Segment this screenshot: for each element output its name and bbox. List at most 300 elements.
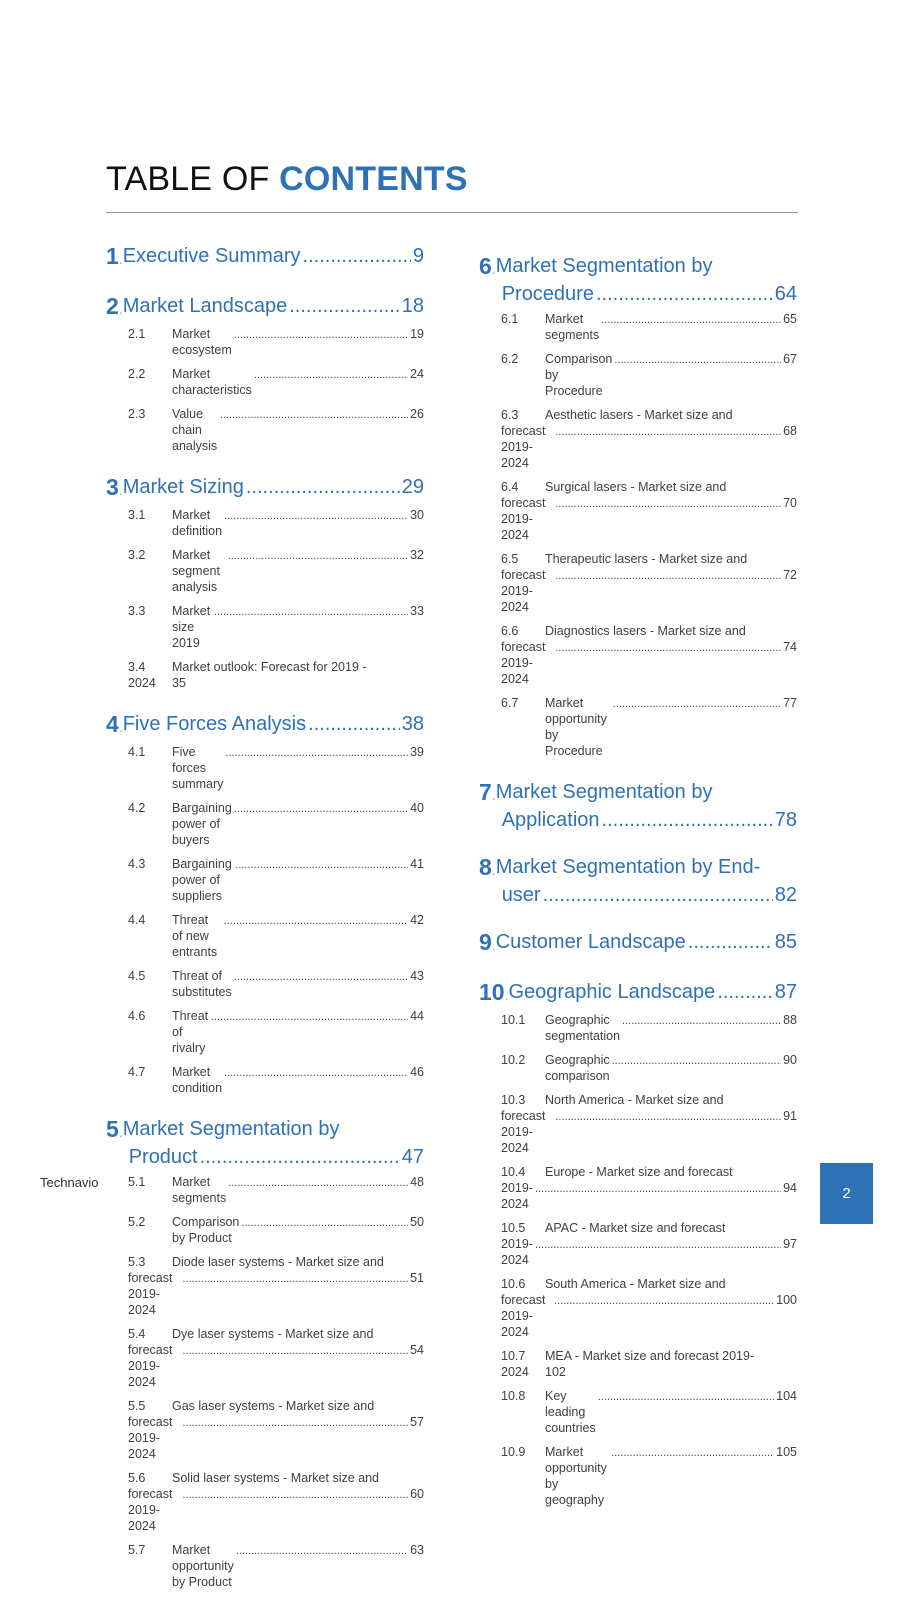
subsection-row bbox=[501, 695, 797, 759]
subsection-entry[interactable] bbox=[128, 912, 424, 960]
section-heading[interactable] bbox=[106, 242, 424, 273]
section-number bbox=[106, 473, 123, 504]
dot-leader bbox=[543, 881, 773, 909]
subsection-entry[interactable] bbox=[501, 551, 797, 615]
section-page: 78 bbox=[774, 809, 797, 831]
subsection-number: 5.4 bbox=[128, 1327, 146, 1341]
dot-leader bbox=[234, 969, 408, 985]
subsection-list bbox=[106, 1174, 424, 1590]
subsection-title: Comparison by Product bbox=[172, 1215, 240, 1245]
section-page: 87 bbox=[774, 981, 797, 1003]
subsection-number: 3.3 bbox=[128, 604, 146, 618]
subsection-page: 104 bbox=[776, 1389, 797, 1403]
dot-leader bbox=[555, 1109, 781, 1125]
subsection-title-line1: Market outlook: Forecast for 2019 - bbox=[172, 660, 367, 674]
subsection-number: 5.3 bbox=[128, 1255, 146, 1269]
section-number-digit: 6 bbox=[479, 253, 492, 279]
dot-leader bbox=[228, 548, 408, 564]
subsection-title: Market segments bbox=[172, 1175, 227, 1205]
subsection-title: Five forces summary bbox=[172, 745, 224, 791]
subsection-title-line2: forecast 2019-2024 bbox=[501, 640, 546, 686]
subsection-entry[interactable] bbox=[501, 1388, 797, 1436]
page-number: 2 bbox=[842, 1185, 851, 1202]
subsection-page: 43 bbox=[410, 969, 424, 983]
subsection-number: 10.7 bbox=[501, 1349, 526, 1363]
section-title-row bbox=[123, 292, 424, 320]
section-heading-text bbox=[496, 778, 797, 834]
subsection-title: Market opportunity by Procedure bbox=[545, 696, 607, 758]
subsection-row bbox=[128, 406, 424, 454]
subsection-title: Market condition bbox=[172, 1065, 223, 1095]
subsection-page: 70 bbox=[783, 496, 797, 510]
section-heading-text bbox=[496, 853, 797, 909]
dot-leader bbox=[224, 1065, 408, 1081]
subsection-title: Comparison by Procedure bbox=[545, 352, 613, 398]
section-number bbox=[479, 252, 496, 283]
subsection-row-cont bbox=[501, 1108, 797, 1156]
subsection-number: 6.2 bbox=[501, 352, 519, 366]
section-number-dot: . bbox=[118, 719, 123, 735]
subsection-number: 2.1 bbox=[128, 327, 146, 341]
subsection-row bbox=[128, 1326, 424, 1342]
toc-section bbox=[479, 978, 797, 1508]
subsection-row bbox=[501, 351, 797, 399]
section-number-dot: . bbox=[504, 987, 509, 1003]
dot-leader bbox=[555, 424, 781, 440]
subsection-row-cont bbox=[128, 1486, 424, 1534]
subsection-number: 3.2 bbox=[128, 548, 146, 562]
section-page: 9 bbox=[412, 245, 424, 267]
section-number-digit: 3 bbox=[106, 474, 119, 500]
subsection-title-line2: 2019-2024 bbox=[501, 1181, 533, 1211]
section-heading-text bbox=[123, 710, 424, 738]
subsection-number: 6.7 bbox=[501, 696, 519, 710]
dot-leader bbox=[289, 292, 400, 320]
subsection-entry[interactable] bbox=[128, 1174, 424, 1206]
subsection-title-line2: forecast 2019-2024 bbox=[501, 568, 546, 614]
subsection-entry[interactable] bbox=[501, 1348, 797, 1380]
section-heading-text bbox=[123, 242, 424, 270]
dot-leader bbox=[182, 1415, 408, 1431]
section-page: 29 bbox=[401, 476, 424, 498]
section-number-dot: . bbox=[491, 261, 496, 277]
dot-leader bbox=[236, 1543, 408, 1559]
section-title-row bbox=[508, 978, 797, 1006]
toc-section bbox=[106, 473, 424, 691]
subsection-list bbox=[106, 507, 424, 691]
subsection-number: 10.6 bbox=[501, 1277, 526, 1291]
subsection-title-line1: Diagnostics lasers - Market size and bbox=[545, 624, 746, 638]
subsection-title-line1: APAC - Market size and forecast bbox=[545, 1221, 726, 1235]
subsection-entry[interactable] bbox=[501, 1444, 797, 1508]
subsection-row bbox=[128, 1398, 424, 1414]
subsection-row bbox=[501, 1220, 797, 1236]
section-heading-text bbox=[496, 252, 797, 308]
subsection-title-line2: forecast 2019-2024 bbox=[501, 424, 546, 470]
section-title-row bbox=[123, 242, 424, 270]
dot-leader bbox=[182, 1343, 408, 1359]
section-title: Market Sizing bbox=[122, 476, 244, 498]
section-title-line2 bbox=[502, 881, 797, 909]
subsection-row-cont bbox=[501, 423, 797, 471]
subsection-entry[interactable] bbox=[128, 800, 424, 848]
dot-leader bbox=[234, 801, 408, 817]
subsection-number: 6.4 bbox=[501, 480, 519, 494]
dot-leader bbox=[241, 1215, 408, 1231]
subsection-entry[interactable] bbox=[128, 1064, 424, 1096]
section-page: 47 bbox=[401, 1146, 424, 1168]
subsection-row bbox=[501, 479, 797, 495]
subsection-page: 74 bbox=[783, 640, 797, 654]
subsection-page: 46 bbox=[410, 1065, 424, 1079]
subsection-title: Market size 2019 bbox=[172, 604, 211, 650]
subsection-page: 35 bbox=[172, 676, 186, 690]
subsection-title-line1: Dye laser systems - Market size and bbox=[172, 1327, 374, 1341]
subsection-row bbox=[501, 1164, 797, 1180]
dot-leader bbox=[602, 806, 773, 834]
subsection-page: 33 bbox=[410, 604, 424, 618]
subsection-number: 6.3 bbox=[501, 408, 519, 422]
section-heading[interactable] bbox=[106, 292, 424, 323]
section-number bbox=[106, 1115, 123, 1146]
subsection-title-line1: Aesthetic lasers - Market size and bbox=[545, 408, 733, 422]
subsection-number: 10.4 bbox=[501, 1165, 526, 1179]
subsection-row-cont bbox=[128, 1414, 424, 1462]
section-number bbox=[106, 710, 123, 741]
subsection-row-cont bbox=[501, 1180, 797, 1212]
subsection-number: 3.1 bbox=[128, 508, 146, 522]
subsection-entry[interactable] bbox=[501, 1164, 797, 1212]
subsection-number: 2.2 bbox=[128, 367, 146, 381]
subsection-page: 32 bbox=[410, 548, 424, 562]
subsection-entry[interactable] bbox=[128, 1326, 424, 1390]
subsection-number: 6.5 bbox=[501, 552, 519, 566]
subsection-row bbox=[501, 1348, 797, 1364]
subsection-row bbox=[128, 1542, 424, 1590]
section-heading[interactable] bbox=[479, 252, 797, 308]
toc-section bbox=[106, 242, 424, 273]
subsection-page: 65 bbox=[783, 312, 797, 326]
subsection-row-cont bbox=[501, 567, 797, 615]
subsection-page: 100 bbox=[776, 1293, 797, 1307]
section-title-line1: Market Segmentation by End- bbox=[495, 856, 761, 878]
section-page: 82 bbox=[774, 884, 797, 906]
subsection-row bbox=[128, 1174, 424, 1206]
dot-leader bbox=[596, 280, 773, 308]
subsection-number: 10.8 bbox=[501, 1389, 526, 1403]
subsection-entry[interactable] bbox=[501, 351, 797, 399]
page-number-box bbox=[820, 1163, 873, 1224]
dot-leader bbox=[308, 710, 400, 738]
section-title-cont: Product bbox=[128, 1146, 198, 1168]
subsection-page: 51 bbox=[410, 1271, 424, 1285]
dot-leader bbox=[182, 1271, 408, 1287]
subsection-list bbox=[479, 311, 797, 759]
subsection-entry[interactable] bbox=[128, 507, 424, 539]
dot-leader bbox=[303, 242, 411, 270]
subsection-entry[interactable] bbox=[501, 695, 797, 759]
dot-leader bbox=[211, 1009, 408, 1025]
dot-leader bbox=[224, 508, 408, 524]
dot-leader bbox=[614, 352, 781, 368]
subsection-row bbox=[501, 1388, 797, 1436]
section-number-digit: 4 bbox=[106, 711, 119, 737]
subsection-row bbox=[501, 1092, 797, 1108]
section-title: Executive Summary bbox=[122, 245, 301, 267]
toc-section bbox=[106, 710, 424, 1096]
dot-leader bbox=[214, 604, 408, 620]
subsection-page: 88 bbox=[783, 1013, 797, 1027]
dot-leader bbox=[688, 928, 773, 956]
subsection-title: Geographic comparison bbox=[545, 1053, 610, 1083]
section-heading-text bbox=[496, 928, 797, 956]
subsection-title-line1: Therapeutic lasers - Market size and bbox=[545, 552, 748, 566]
subsection-row-cont bbox=[501, 1364, 797, 1380]
subsection-page: 97 bbox=[783, 1237, 797, 1251]
section-title-row bbox=[123, 473, 424, 501]
section-number-dot: . bbox=[118, 251, 123, 267]
subsection-page: 57 bbox=[410, 1415, 424, 1429]
section-title: Market Landscape bbox=[122, 295, 288, 317]
subsection-entry[interactable] bbox=[501, 1012, 797, 1044]
subsection-entry[interactable] bbox=[128, 1214, 424, 1246]
section-number bbox=[479, 978, 508, 1009]
subsection-row-cont bbox=[501, 495, 797, 543]
section-number bbox=[479, 853, 496, 884]
section-heading[interactable] bbox=[479, 778, 797, 834]
section-number bbox=[106, 292, 123, 323]
dot-leader bbox=[622, 1013, 781, 1029]
subsection-entry[interactable] bbox=[128, 1542, 424, 1590]
section-heading[interactable] bbox=[479, 853, 797, 909]
section-title: Geographic Landscape bbox=[508, 981, 716, 1003]
section-number-dot: . bbox=[118, 301, 123, 317]
subsection-entry[interactable] bbox=[128, 968, 424, 1000]
subsection-list bbox=[479, 1012, 797, 1508]
subsection-title: Market segments bbox=[545, 312, 600, 342]
title-prefix: TABLE OF bbox=[106, 160, 270, 198]
subsection-row bbox=[501, 551, 797, 567]
subsection-title-line1: Europe - Market size and forecast bbox=[545, 1165, 733, 1179]
subsection-title-line2: 2024 bbox=[128, 676, 156, 690]
subsection-row bbox=[501, 1444, 797, 1508]
dot-leader bbox=[535, 1237, 781, 1253]
section-number bbox=[106, 242, 123, 273]
subsection-page: 42 bbox=[410, 913, 424, 927]
section-heading-text bbox=[123, 473, 424, 501]
subsection-title-line1: Gas laser systems - Market size and bbox=[172, 1399, 375, 1413]
subsection-row bbox=[128, 744, 424, 792]
subsection-row bbox=[501, 1052, 797, 1084]
section-number-digit: 9 bbox=[479, 929, 492, 955]
subsection-list bbox=[106, 744, 424, 1096]
subsection-entry[interactable] bbox=[501, 1276, 797, 1340]
section-number-dot: . bbox=[491, 787, 496, 803]
section-title-cont: user bbox=[501, 884, 541, 906]
section-number bbox=[479, 928, 496, 959]
toc-column-left bbox=[106, 242, 424, 1609]
subsection-page: 48 bbox=[410, 1175, 424, 1189]
dot-leader bbox=[200, 1143, 400, 1171]
subsection-row bbox=[501, 407, 797, 423]
section-number-dot: . bbox=[118, 482, 123, 498]
section-heading-text bbox=[123, 292, 424, 320]
dot-leader bbox=[254, 367, 408, 383]
subsection-title: Geographic segmentation bbox=[545, 1013, 621, 1043]
section-number-dot: . bbox=[491, 862, 496, 878]
subsection-row bbox=[128, 912, 424, 960]
dot-leader bbox=[224, 913, 408, 929]
subsection-entry[interactable] bbox=[501, 311, 797, 343]
subsection-page: 102 bbox=[545, 1365, 566, 1379]
dot-leader bbox=[555, 640, 781, 656]
section-title: Five Forces Analysis bbox=[122, 713, 307, 735]
subsection-entry[interactable] bbox=[128, 1398, 424, 1462]
subsection-number: 10.2 bbox=[501, 1053, 526, 1067]
subsection-row bbox=[501, 1012, 797, 1044]
dot-leader bbox=[246, 473, 400, 501]
subsection-row-cont bbox=[128, 675, 424, 691]
subsection-entry[interactable] bbox=[128, 406, 424, 454]
toc-section bbox=[479, 853, 797, 909]
toc-section bbox=[106, 292, 424, 454]
subsection-number: 5.2 bbox=[128, 1215, 146, 1229]
subsection-row bbox=[128, 1008, 424, 1056]
subsection-page: 39 bbox=[410, 745, 424, 759]
subsection-entry[interactable] bbox=[501, 1092, 797, 1156]
subsection-page: 63 bbox=[410, 1543, 424, 1557]
subsection-page: 19 bbox=[410, 327, 424, 341]
subsection-title-line1: South America - Market size and bbox=[545, 1277, 726, 1291]
footer-brand: Technavio bbox=[40, 1175, 99, 1190]
subsection-entry[interactable] bbox=[128, 603, 424, 651]
section-title-line1: Market Segmentation by bbox=[122, 1118, 340, 1140]
subsection-page: 24 bbox=[410, 367, 424, 381]
subsection-entry[interactable] bbox=[501, 1052, 797, 1084]
dot-leader bbox=[234, 327, 408, 343]
subsection-number: 6.1 bbox=[501, 312, 519, 326]
subsection-number: 4.1 bbox=[128, 745, 146, 759]
toc-section bbox=[479, 928, 797, 959]
subsection-title: Market opportunity by Product bbox=[172, 1543, 234, 1589]
subsection-title: Threat of new entrants bbox=[172, 913, 218, 959]
section-number-digit: 5 bbox=[106, 1116, 119, 1142]
subsection-title: Market opportunity by geography bbox=[545, 1445, 607, 1507]
section-number-dot: . bbox=[491, 937, 496, 953]
subsection-row bbox=[128, 547, 424, 595]
subsection-row-cont bbox=[501, 1292, 797, 1340]
subsection-number: 4.2 bbox=[128, 801, 146, 815]
subsection-title-line1: Solid laser systems - Market size and bbox=[172, 1471, 380, 1485]
subsection-entry[interactable] bbox=[128, 547, 424, 595]
section-heading[interactable] bbox=[106, 473, 424, 504]
subsection-title-line2: 2024 bbox=[501, 1365, 529, 1379]
subsection-row bbox=[128, 326, 424, 358]
section-heading[interactable] bbox=[479, 978, 797, 1009]
subsection-number: 10.9 bbox=[501, 1445, 526, 1459]
subsection-title-line2: forecast 2019-2024 bbox=[128, 1487, 173, 1533]
page-title bbox=[106, 160, 468, 199]
subsection-number: 4.4 bbox=[128, 913, 146, 927]
subsection-page: 77 bbox=[783, 696, 797, 710]
subsection-row bbox=[128, 968, 424, 1000]
subsection-entry[interactable] bbox=[501, 407, 797, 471]
subsection-row bbox=[128, 507, 424, 539]
subsection-page: 41 bbox=[410, 857, 424, 871]
subsection-entry[interactable] bbox=[128, 659, 424, 691]
subsection-number: 6.6 bbox=[501, 624, 519, 638]
subsection-title-line1: Diode laser systems - Market size and bbox=[172, 1255, 384, 1269]
subsection-title: Bargaining power of suppliers bbox=[172, 857, 232, 903]
section-number-digit: 1 bbox=[106, 243, 119, 269]
subsection-page: 54 bbox=[410, 1343, 424, 1357]
subsection-title-line1: North America - Market size and bbox=[545, 1093, 724, 1107]
subsection-number: 4.5 bbox=[128, 969, 146, 983]
toc-column-right bbox=[479, 252, 797, 1527]
subsection-number: 4.3 bbox=[128, 857, 146, 871]
subsection-page: 44 bbox=[410, 1009, 424, 1023]
subsection-row bbox=[128, 800, 424, 848]
subsection-title: Market characteristics bbox=[172, 367, 252, 397]
subsection-title-line2: forecast 2019-2024 bbox=[128, 1343, 173, 1389]
section-heading[interactable] bbox=[106, 710, 424, 741]
section-page: 85 bbox=[774, 931, 797, 953]
subsection-entry[interactable] bbox=[128, 1470, 424, 1534]
subsection-title-line2: forecast 2019-2024 bbox=[128, 1271, 173, 1317]
subsection-title: Key leading countries bbox=[545, 1389, 596, 1435]
subsection-entry[interactable] bbox=[128, 1254, 424, 1318]
subsection-row bbox=[128, 1470, 424, 1486]
section-number-dot: . bbox=[118, 1124, 123, 1140]
dot-leader bbox=[535, 1181, 781, 1197]
subsection-entry[interactable] bbox=[501, 479, 797, 543]
section-number-digit: 7 bbox=[479, 779, 492, 805]
subsection-page: 60 bbox=[410, 1487, 424, 1501]
section-title-row bbox=[123, 710, 424, 738]
subsection-number: 3.4 bbox=[128, 660, 146, 674]
subsection-entry[interactable] bbox=[128, 326, 424, 358]
subsection-title-line2: forecast 2019-2024 bbox=[128, 1415, 173, 1461]
subsection-entry[interactable] bbox=[128, 856, 424, 904]
dot-leader bbox=[225, 745, 408, 761]
subsection-number: 10.3 bbox=[501, 1093, 526, 1107]
section-title-line2 bbox=[502, 806, 797, 834]
dot-leader bbox=[717, 978, 772, 1006]
subsection-title: Market segment analysis bbox=[172, 548, 220, 594]
subsection-page: 50 bbox=[410, 1215, 424, 1229]
subsection-entry[interactable] bbox=[501, 1220, 797, 1268]
subsection-entry[interactable] bbox=[128, 366, 424, 398]
section-heading[interactable] bbox=[479, 928, 797, 959]
subsection-entry[interactable] bbox=[501, 623, 797, 687]
dot-leader bbox=[612, 1053, 781, 1069]
subsection-title-line2: forecast 2019-2024 bbox=[501, 1109, 546, 1155]
subsection-page: 105 bbox=[776, 1445, 797, 1459]
section-number-digit: 2 bbox=[106, 293, 119, 319]
section-title-line2 bbox=[502, 280, 797, 308]
section-title-line1: Market Segmentation by bbox=[495, 781, 713, 803]
dot-leader bbox=[598, 1389, 774, 1405]
subsection-number: 10.5 bbox=[501, 1221, 526, 1235]
section-page: 18 bbox=[401, 295, 424, 317]
subsection-entry[interactable] bbox=[128, 744, 424, 792]
section-heading[interactable] bbox=[106, 1115, 424, 1171]
subsection-page: 67 bbox=[783, 352, 797, 366]
subsection-list bbox=[106, 326, 424, 454]
subsection-row bbox=[501, 623, 797, 639]
subsection-entry[interactable] bbox=[128, 1008, 424, 1056]
title-accent: CONTENTS bbox=[279, 160, 468, 198]
